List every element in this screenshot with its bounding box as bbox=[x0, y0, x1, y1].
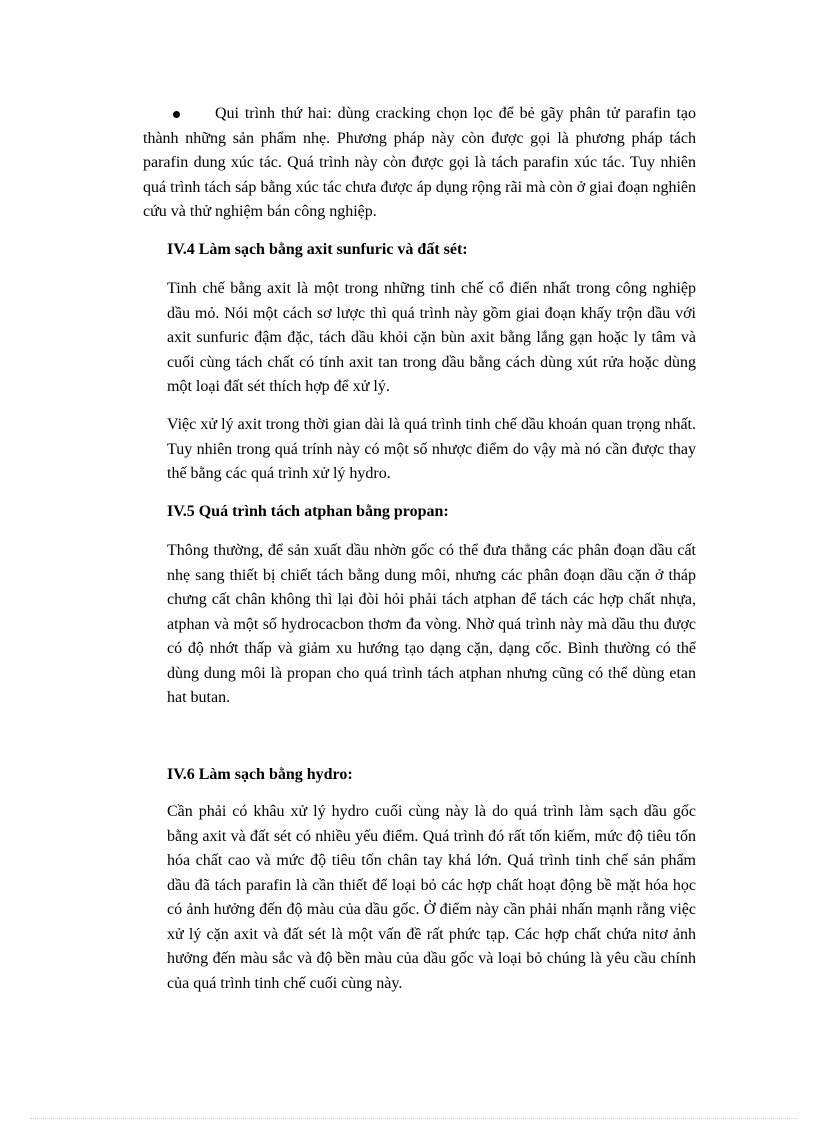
paragraph-iv6: Cần phải có khâu xử lý hydro cuối cùng này là do quá trình làm sạch dầu gốc bằng axit và đất sét có nhiều yếu điểm. Quá trình đó rất tốn kiếm, mức độ tiêu tốn hóa chất cao và mức độ tiêu tốn chân tay khá lớn. Quá trình tinh chế sản phẩm dầu đã tách parafin là cần thiết để loại bỏ các hợp chất hoạt động bề mặt hóa học có ảnh hưởng đến độ màu của dầu gốc. Ở điểm này cần phải nhấn mạnh rằng việc xử lý cặn axit và đất sét là một vấn đề rất phức tạp. Các hợp chất chứa nitơ ảnh hưởng đến màu sắc và độ bền màu của dầu gốc và loại bỏ chúng là yêu cầu chính của quá trình tinh chế cuối cùng này. bbox=[167, 803, 696, 992]
heading-iv6: IV.6 Làm sạch bằng hydro: bbox=[167, 766, 353, 783]
bullet-paragraph: Qui trình thứ hai: dùng cracking chọn lọc để bẻ gãy phân tử parafin tạo thành những sản phẩm nhẹ. Phương pháp này còn được gọi là phương pháp tách parafin dung xúc tác. Quá trình này còn được gọi là tách parafin xúc tác. Tuy nhiên quá trình tách sáp bằng xúc tác chưa được áp dụng rộng rãi mà còn ở giai đoạn nghiên cứu và thử nghiệm bán công nghiệp. bbox=[143, 105, 696, 220]
heading-iv4: IV.4 Làm sạch bằng axit sunfuric và đất sét: bbox=[167, 241, 468, 258]
heading-iv5: IV.5 Quá trình tách atphan bằng propan: bbox=[167, 503, 449, 520]
paragraph-iv4-2: Việc xử lý axit trong thời gian dài là quá trình tinh chế dầu khoán quan trọng nhất. Tuy nhiên trong quá trính này có một số nhược điểm do vậy mà nó cần được thay thế bằng các quá trình xử lý hydro. bbox=[167, 416, 696, 482]
paragraph-iv4-1: Tinh chế bằng axit là một trong những tinh chế cổ điển nhất trong công nghiệp dầu mỏ. Nói một cách sơ lược thì quá trình này gồm giai đoạn khấy trộn dầu với axit sunfuric đậm đặc, tách dầu khỏi cặn bùn axit bằng lắng gạn hoặc ly tâm và cuối cùng tách chất có tính axit tan trong dầu bằng cách dùng xút rửa hoặc dùng một loại đất sét thích hợp để xử lý. bbox=[167, 280, 696, 395]
paragraph-iv5: Thông thường, để sản xuất dầu nhờn gốc có thể đưa thẳng các phân đoạn dầu cất nhẹ sang thiết bị chiết tách bằng dung môi, nhưng các phân đoạn dầu cặn ở tháp chưng cất chân không thì lại đòi hỏi phải tách atphan để tách các hợp chất nhựa, atphan và một số hydrocacbon thơm đa vòng. Nhờ quá trình này mà dầu thu được có độ nhớt thấp và giảm xu hướng tạo dạng cặn, dạng cốc. Bình thường có thể dùng dung môi là propan cho quá trình tách atphan nhưng cũng có thể dùng etan hat butan. bbox=[167, 542, 696, 706]
page-bottom-divider bbox=[30, 1118, 796, 1119]
